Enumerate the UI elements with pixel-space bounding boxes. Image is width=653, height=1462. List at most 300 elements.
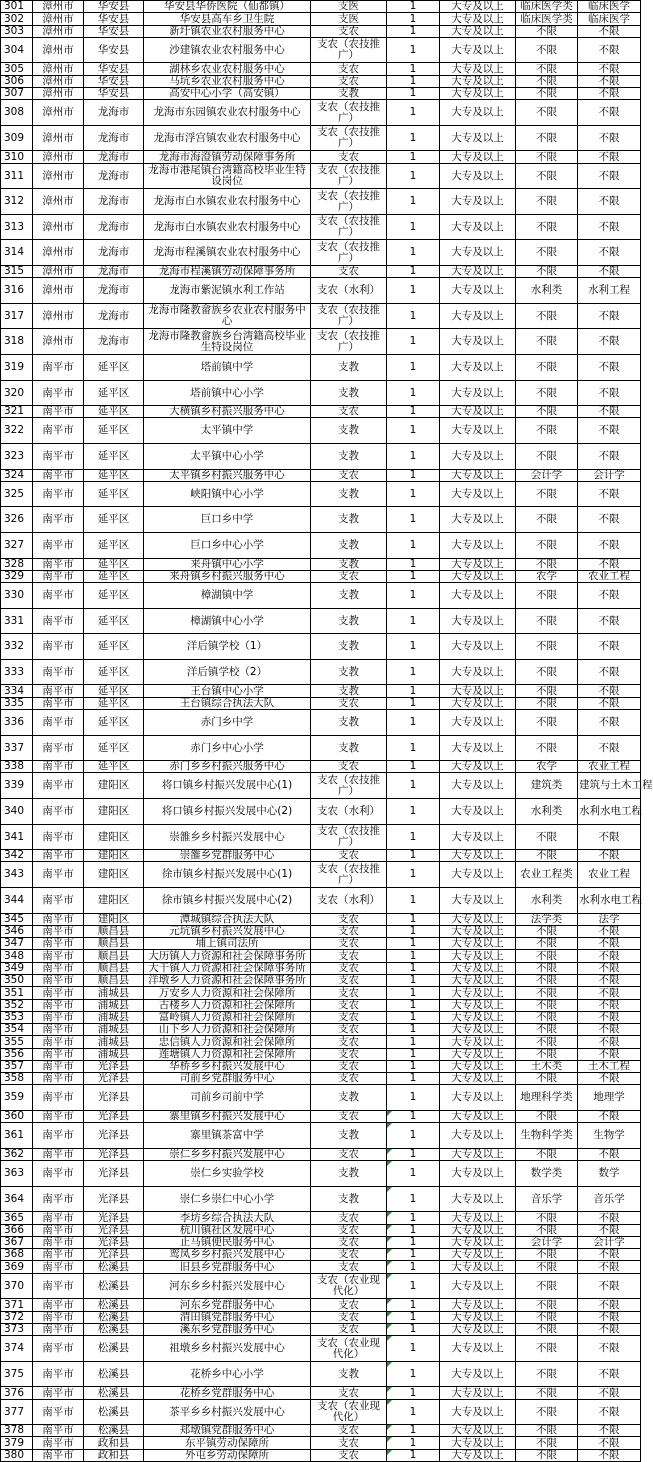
education-cell: 大专及以上 [440, 88, 516, 100]
row-number: 370 [1, 1274, 33, 1299]
major-category-cell: 不限 [516, 1225, 578, 1237]
major-category-cell: 不限 [516, 38, 578, 63]
major-category-cell: 地理科学类 [516, 1085, 578, 1111]
major-category-cell: 不限 [516, 126, 578, 151]
table-row [1, 761, 641, 773]
county-cell: 松溪县 [84, 1336, 144, 1362]
major-category-cell: 音乐学 [516, 1187, 578, 1212]
education-cell: 大专及以上 [440, 63, 516, 76]
post-type-cell: 支农（农业现代化） [311, 1274, 387, 1299]
city-cell: 南平市 [33, 1036, 84, 1049]
count-cell: 1 [387, 444, 440, 470]
major-category-cell: 会计学 [516, 470, 578, 482]
row-number: 368 [1, 1249, 33, 1261]
education-cell: 大专及以上 [440, 926, 516, 938]
city-cell: 南平市 [33, 888, 84, 914]
count-cell: 1 [387, 634, 440, 660]
post-type-cell: 支农 [311, 1149, 387, 1161]
major-name-cell: 不限 [578, 1362, 641, 1387]
count-cell: 1 [387, 1061, 440, 1073]
post-type-cell: 支教 [311, 444, 387, 470]
county-cell: 延平区 [84, 583, 144, 609]
table-row [1, 1450, 641, 1462]
post-type-cell: 支农 [311, 926, 387, 938]
major-category-cell: 不限 [516, 1425, 578, 1437]
education-cell: 大专及以上 [440, 304, 516, 329]
major-name-cell: 农业工程 [578, 862, 641, 888]
table-row [1, 926, 641, 938]
table-row [1, 559, 641, 571]
row-number: 343 [1, 862, 33, 888]
county-cell: 光泽县 [84, 1111, 144, 1123]
county-cell: 建阳区 [84, 888, 144, 914]
major-name-cell: 不限 [578, 559, 641, 571]
count-cell: 1 [387, 1299, 440, 1312]
table-row [1, 1073, 641, 1085]
city-cell: 南平市 [33, 1000, 84, 1012]
major-category-cell: 不限 [516, 1149, 578, 1161]
row-number: 359 [1, 1085, 33, 1111]
major-category-cell: 临床医学类 [516, 13, 578, 26]
city-cell: 南平市 [33, 634, 84, 660]
major-name-cell: 不限 [578, 418, 641, 444]
city-cell: 南平市 [33, 609, 84, 634]
row-number: 366 [1, 1225, 33, 1237]
major-name-cell: 水利工程 [578, 278, 641, 304]
education-cell: 大专及以上 [440, 1161, 516, 1187]
row-number: 348 [1, 950, 33, 963]
row-number: 330 [1, 583, 33, 609]
county-cell: 松溪县 [84, 1299, 144, 1312]
table-row [1, 76, 641, 88]
major-category-cell: 不限 [516, 355, 578, 381]
post-type-cell: 支教 [311, 1187, 387, 1212]
major-name-cell: 不限 [578, 26, 641, 38]
county-cell: 建阳区 [84, 850, 144, 862]
count-cell: 1 [387, 862, 440, 888]
major-category-cell: 不限 [516, 975, 578, 987]
row-number: 312 [1, 189, 33, 215]
major-name-cell: 不限 [578, 926, 641, 938]
major-category-cell: 不限 [516, 825, 578, 850]
major-name-cell: 不限 [578, 1073, 641, 1085]
unit-cell: 龙海市浮宫镇农业农村服务中心 [144, 126, 311, 151]
count-cell: 1 [387, 63, 440, 76]
major-name-cell: 会计学 [578, 470, 641, 482]
row-number: 369 [1, 1261, 33, 1274]
county-cell: 华安县 [84, 88, 144, 100]
table-row [1, 1237, 641, 1249]
row-number: 354 [1, 1024, 33, 1036]
major-name-cell: 不限 [578, 1324, 641, 1336]
unit-cell: 沙建镇农业农村服务中心 [144, 38, 311, 63]
count-cell: 1 [387, 571, 440, 583]
table-row [1, 1437, 641, 1450]
education-cell: 大专及以上 [440, 1000, 516, 1012]
county-cell: 浦城县 [84, 1036, 144, 1049]
city-cell: 南平市 [33, 482, 84, 507]
count-cell: 1 [387, 1400, 440, 1425]
education-cell: 大专及以上 [440, 470, 516, 482]
row-number: 302 [1, 13, 33, 26]
post-type-cell: 支教 [311, 1123, 387, 1149]
major-name-cell: 不限 [578, 1049, 641, 1061]
unit-cell: 忠信镇人力资源和社会保障所 [144, 1036, 311, 1049]
row-number: 352 [1, 1000, 33, 1012]
row-number: 358 [1, 1073, 33, 1085]
education-cell: 大专及以上 [440, 1336, 516, 1362]
education-cell: 大专及以上 [440, 482, 516, 507]
major-name-cell: 不限 [578, 850, 641, 862]
post-type-cell: 支农 [311, 761, 387, 773]
count-cell: 1 [387, 1261, 440, 1274]
row-number: 317 [1, 304, 33, 329]
post-type-cell: 支教 [311, 710, 387, 736]
city-cell: 南平市 [33, 773, 84, 799]
row-number: 353 [1, 1012, 33, 1024]
city-cell: 南平市 [33, 533, 84, 559]
major-name-cell: 不限 [578, 1299, 641, 1312]
major-category-cell: 不限 [516, 329, 578, 355]
post-type-cell: 支农 [311, 963, 387, 975]
education-cell: 大专及以上 [440, 215, 516, 240]
city-cell: 漳州市 [33, 38, 84, 63]
education-cell: 大专及以上 [440, 950, 516, 963]
major-name-cell: 不限 [578, 1312, 641, 1324]
major-name-cell: 不限 [578, 126, 641, 151]
county-cell: 延平区 [84, 559, 144, 571]
major-category-cell: 不限 [516, 938, 578, 950]
table-row [1, 571, 641, 583]
table-row [1, 189, 641, 215]
city-cell: 漳州市 [33, 151, 84, 164]
county-cell: 延平区 [84, 736, 144, 761]
unit-cell: 大干镇人力资源和社会保障事务所 [144, 963, 311, 975]
row-number: 376 [1, 1387, 33, 1400]
table-row [1, 1400, 641, 1425]
education-cell: 大专及以上 [440, 1437, 516, 1450]
unit-cell: 洋后镇学校（1） [144, 634, 311, 660]
count-cell: 1 [387, 470, 440, 482]
city-cell: 漳州市 [33, 88, 84, 100]
city-cell: 南平市 [33, 938, 84, 950]
row-number: 356 [1, 1049, 33, 1061]
education-cell: 大专及以上 [440, 1187, 516, 1212]
unit-cell: 山下乡人力资源和社会保障所 [144, 1024, 311, 1036]
city-cell: 漳州市 [33, 329, 84, 355]
table-row [1, 126, 641, 151]
row-number: 308 [1, 100, 33, 126]
row-number: 329 [1, 571, 33, 583]
unit-cell: 龙海市海澄镇劳动保障事务所 [144, 151, 311, 164]
unit-cell: 高安中心小学（高安镇） [144, 88, 311, 100]
major-category-cell: 不限 [516, 1362, 578, 1387]
city-cell: 漳州市 [33, 215, 84, 240]
count-cell: 1 [387, 609, 440, 634]
county-cell: 建阳区 [84, 825, 144, 850]
post-type-cell: 支农（农技推广） [311, 304, 387, 329]
major-category-cell: 不限 [516, 1212, 578, 1225]
row-number: 319 [1, 355, 33, 381]
row-number: 349 [1, 963, 33, 975]
count-cell: 1 [387, 1, 440, 13]
education-cell: 大专及以上 [440, 710, 516, 736]
major-name-cell: 临床医学 [578, 1, 641, 13]
unit-cell: 马坑乡农业农村服务中心 [144, 76, 311, 88]
county-cell: 松溪县 [84, 1425, 144, 1437]
county-cell: 光泽县 [84, 1123, 144, 1149]
city-cell: 南平市 [33, 963, 84, 975]
major-name-cell: 水利水电工程 [578, 888, 641, 914]
table-row [1, 266, 641, 278]
education-cell: 大专及以上 [440, 660, 516, 685]
post-type-cell: 支教 [311, 1362, 387, 1387]
post-type-cell: 支教 [311, 685, 387, 698]
city-cell: 南平市 [33, 1312, 84, 1324]
major-category-cell: 不限 [516, 1024, 578, 1036]
post-type-cell: 支农 [311, 1024, 387, 1036]
education-cell: 大专及以上 [440, 1111, 516, 1123]
county-cell: 华安县 [84, 38, 144, 63]
major-category-cell: 不限 [516, 507, 578, 533]
education-cell: 大专及以上 [440, 987, 516, 1000]
count-cell: 1 [387, 189, 440, 215]
city-cell: 南平市 [33, 761, 84, 773]
table-row [1, 736, 641, 761]
education-cell: 大专及以上 [440, 1212, 516, 1225]
major-category-cell: 不限 [516, 583, 578, 609]
county-cell: 延平区 [84, 507, 144, 533]
major-name-cell: 不限 [578, 583, 641, 609]
count-cell: 1 [387, 1425, 440, 1437]
major-category-cell: 不限 [516, 533, 578, 559]
table-row [1, 1085, 641, 1111]
table-row [1, 26, 641, 38]
row-number: 361 [1, 1123, 33, 1149]
major-category-cell: 法学类 [516, 914, 578, 926]
major-name-cell: 不限 [578, 825, 641, 850]
major-category-cell: 水利类 [516, 799, 578, 825]
major-category-cell: 不限 [516, 950, 578, 963]
post-type-cell: 支教 [311, 634, 387, 660]
education-cell: 大专及以上 [440, 240, 516, 266]
count-cell: 1 [387, 1085, 440, 1111]
row-number: 309 [1, 126, 33, 151]
education-cell: 大专及以上 [440, 1123, 516, 1149]
table-row [1, 1149, 641, 1161]
table-row [1, 1161, 641, 1187]
major-category-cell: 不限 [516, 381, 578, 406]
row-number: 378 [1, 1425, 33, 1437]
table-row [1, 278, 641, 304]
post-type-cell: 支教 [311, 609, 387, 634]
row-number: 331 [1, 609, 33, 634]
county-cell: 顺昌县 [84, 926, 144, 938]
city-cell: 南平市 [33, 1336, 84, 1362]
major-category-cell: 生物科学类 [516, 1123, 578, 1149]
table-row [1, 938, 641, 950]
post-type-cell: 支农 [311, 987, 387, 1000]
row-number: 321 [1, 406, 33, 418]
table-row [1, 151, 641, 164]
major-name-cell: 不限 [578, 240, 641, 266]
count-cell: 1 [387, 1149, 440, 1161]
major-category-cell: 不限 [516, 1261, 578, 1274]
major-category-cell: 不限 [516, 1336, 578, 1362]
education-cell: 大专及以上 [440, 914, 516, 926]
major-name-cell: 不限 [578, 304, 641, 329]
education-cell: 大专及以上 [440, 151, 516, 164]
education-cell: 大专及以上 [440, 444, 516, 470]
major-category-cell: 不限 [516, 736, 578, 761]
unit-cell: 花桥乡党群服务中心 [144, 1387, 311, 1400]
county-cell: 延平区 [84, 381, 144, 406]
county-cell: 华安县 [84, 76, 144, 88]
education-cell: 大专及以上 [440, 761, 516, 773]
unit-cell: 龙海市白水镇农业农村服务中心 [144, 189, 311, 215]
post-type-cell: 支农 [311, 63, 387, 76]
count-cell: 1 [387, 825, 440, 850]
post-type-cell: 支教 [311, 1085, 387, 1111]
unit-cell: 司前乡司前中学 [144, 1085, 311, 1111]
table-row [1, 963, 641, 975]
city-cell: 南平市 [33, 987, 84, 1000]
unit-cell: 峡阳镇中心小学 [144, 482, 311, 507]
post-type-cell: 支农（农技推广） [311, 189, 387, 215]
city-cell: 南平市 [33, 975, 84, 987]
row-number: 332 [1, 634, 33, 660]
table-row [1, 609, 641, 634]
county-cell: 光泽县 [84, 1061, 144, 1073]
major-name-cell: 不限 [578, 685, 641, 698]
education-cell: 大专及以上 [440, 1024, 516, 1036]
table-row [1, 1299, 641, 1312]
city-cell: 漳州市 [33, 189, 84, 215]
education-cell: 大专及以上 [440, 26, 516, 38]
major-name-cell: 水利水电工程 [578, 799, 641, 825]
major-name-cell: 不限 [578, 381, 641, 406]
unit-cell: 潭城镇综合执法大队 [144, 914, 311, 926]
count-cell: 1 [387, 963, 440, 975]
education-cell: 大专及以上 [440, 799, 516, 825]
major-category-cell: 不限 [516, 1049, 578, 1061]
row-number: 345 [1, 914, 33, 926]
city-cell: 南平市 [33, 1161, 84, 1187]
county-cell: 浦城县 [84, 1024, 144, 1036]
unit-cell: 巨口乡中学 [144, 507, 311, 533]
table-row [1, 406, 641, 418]
city-cell: 南平市 [33, 470, 84, 482]
county-cell: 延平区 [84, 470, 144, 482]
major-category-cell: 数学类 [516, 1161, 578, 1187]
county-cell: 松溪县 [84, 1400, 144, 1425]
count-cell: 1 [387, 1249, 440, 1261]
county-cell: 延平区 [84, 418, 144, 444]
education-cell: 大专及以上 [440, 1362, 516, 1387]
unit-cell: 崇仁乡崇仁中心小学 [144, 1187, 311, 1212]
county-cell: 延平区 [84, 634, 144, 660]
education-cell: 大专及以上 [440, 850, 516, 862]
post-type-cell: 支教 [311, 482, 387, 507]
city-cell: 南平市 [33, 1324, 84, 1336]
count-cell: 1 [387, 710, 440, 736]
county-cell: 龙海市 [84, 240, 144, 266]
post-type-cell: 支农 [311, 470, 387, 482]
education-cell: 大专及以上 [440, 418, 516, 444]
row-number: 355 [1, 1036, 33, 1049]
county-cell: 延平区 [84, 444, 144, 470]
unit-cell: 赤门乡中心小学 [144, 736, 311, 761]
unit-cell: 龙海市港尾镇台湾籍高校毕业生特设岗位 [144, 164, 311, 189]
count-cell: 1 [387, 100, 440, 126]
county-cell: 浦城县 [84, 1000, 144, 1012]
post-type-cell: 支农（水利） [311, 278, 387, 304]
major-name-cell: 会计学 [578, 1237, 641, 1249]
major-name-cell: 不限 [578, 533, 641, 559]
city-cell: 南平市 [33, 1362, 84, 1387]
county-cell: 龙海市 [84, 304, 144, 329]
education-cell: 大专及以上 [440, 634, 516, 660]
count-cell: 1 [387, 1049, 440, 1061]
row-number: 367 [1, 1237, 33, 1249]
row-number: 325 [1, 482, 33, 507]
row-number: 311 [1, 164, 33, 189]
education-cell: 大专及以上 [440, 1274, 516, 1299]
table-row [1, 1123, 641, 1149]
table-row [1, 1049, 641, 1061]
table-row [1, 987, 641, 1000]
city-cell: 漳州市 [33, 126, 84, 151]
county-cell: 华安县 [84, 13, 144, 26]
row-number: 365 [1, 1212, 33, 1225]
major-category-cell: 不限 [516, 266, 578, 278]
row-number: 371 [1, 1299, 33, 1312]
major-category-cell: 不限 [516, 963, 578, 975]
table-row [1, 470, 641, 482]
table-row [1, 533, 641, 559]
count-cell: 1 [387, 685, 440, 698]
table-row [1, 710, 641, 736]
major-name-cell: 不限 [578, 482, 641, 507]
county-cell: 光泽县 [84, 1225, 144, 1237]
post-type-cell: 支教 [311, 418, 387, 444]
education-cell: 大专及以上 [440, 1450, 516, 1462]
table-row [1, 381, 641, 406]
education-cell: 大专及以上 [440, 571, 516, 583]
education-cell: 大专及以上 [440, 1036, 516, 1049]
count-cell: 1 [387, 1187, 440, 1212]
city-cell: 漳州市 [33, 304, 84, 329]
major-category-cell: 不限 [516, 698, 578, 710]
unit-cell: 来舟镇乡村振兴服务中心 [144, 571, 311, 583]
table-row [1, 975, 641, 987]
county-cell: 延平区 [84, 406, 144, 418]
row-number: 344 [1, 888, 33, 914]
unit-cell: 大横镇乡村振兴服务中心 [144, 406, 311, 418]
unit-cell: 崇雒乡党群服务中心 [144, 850, 311, 862]
unit-cell: 崇仁乡实验学校 [144, 1161, 311, 1187]
unit-cell: 东平镇劳动保障所 [144, 1437, 311, 1450]
row-number: 335 [1, 698, 33, 710]
row-number: 305 [1, 63, 33, 76]
count-cell: 1 [387, 1336, 440, 1362]
city-cell: 南平市 [33, 418, 84, 444]
city-cell: 南平市 [33, 914, 84, 926]
education-cell: 大专及以上 [440, 862, 516, 888]
major-name-cell: 不限 [578, 355, 641, 381]
post-type-cell: 支农（水利） [311, 799, 387, 825]
county-cell: 华安县 [84, 1, 144, 13]
